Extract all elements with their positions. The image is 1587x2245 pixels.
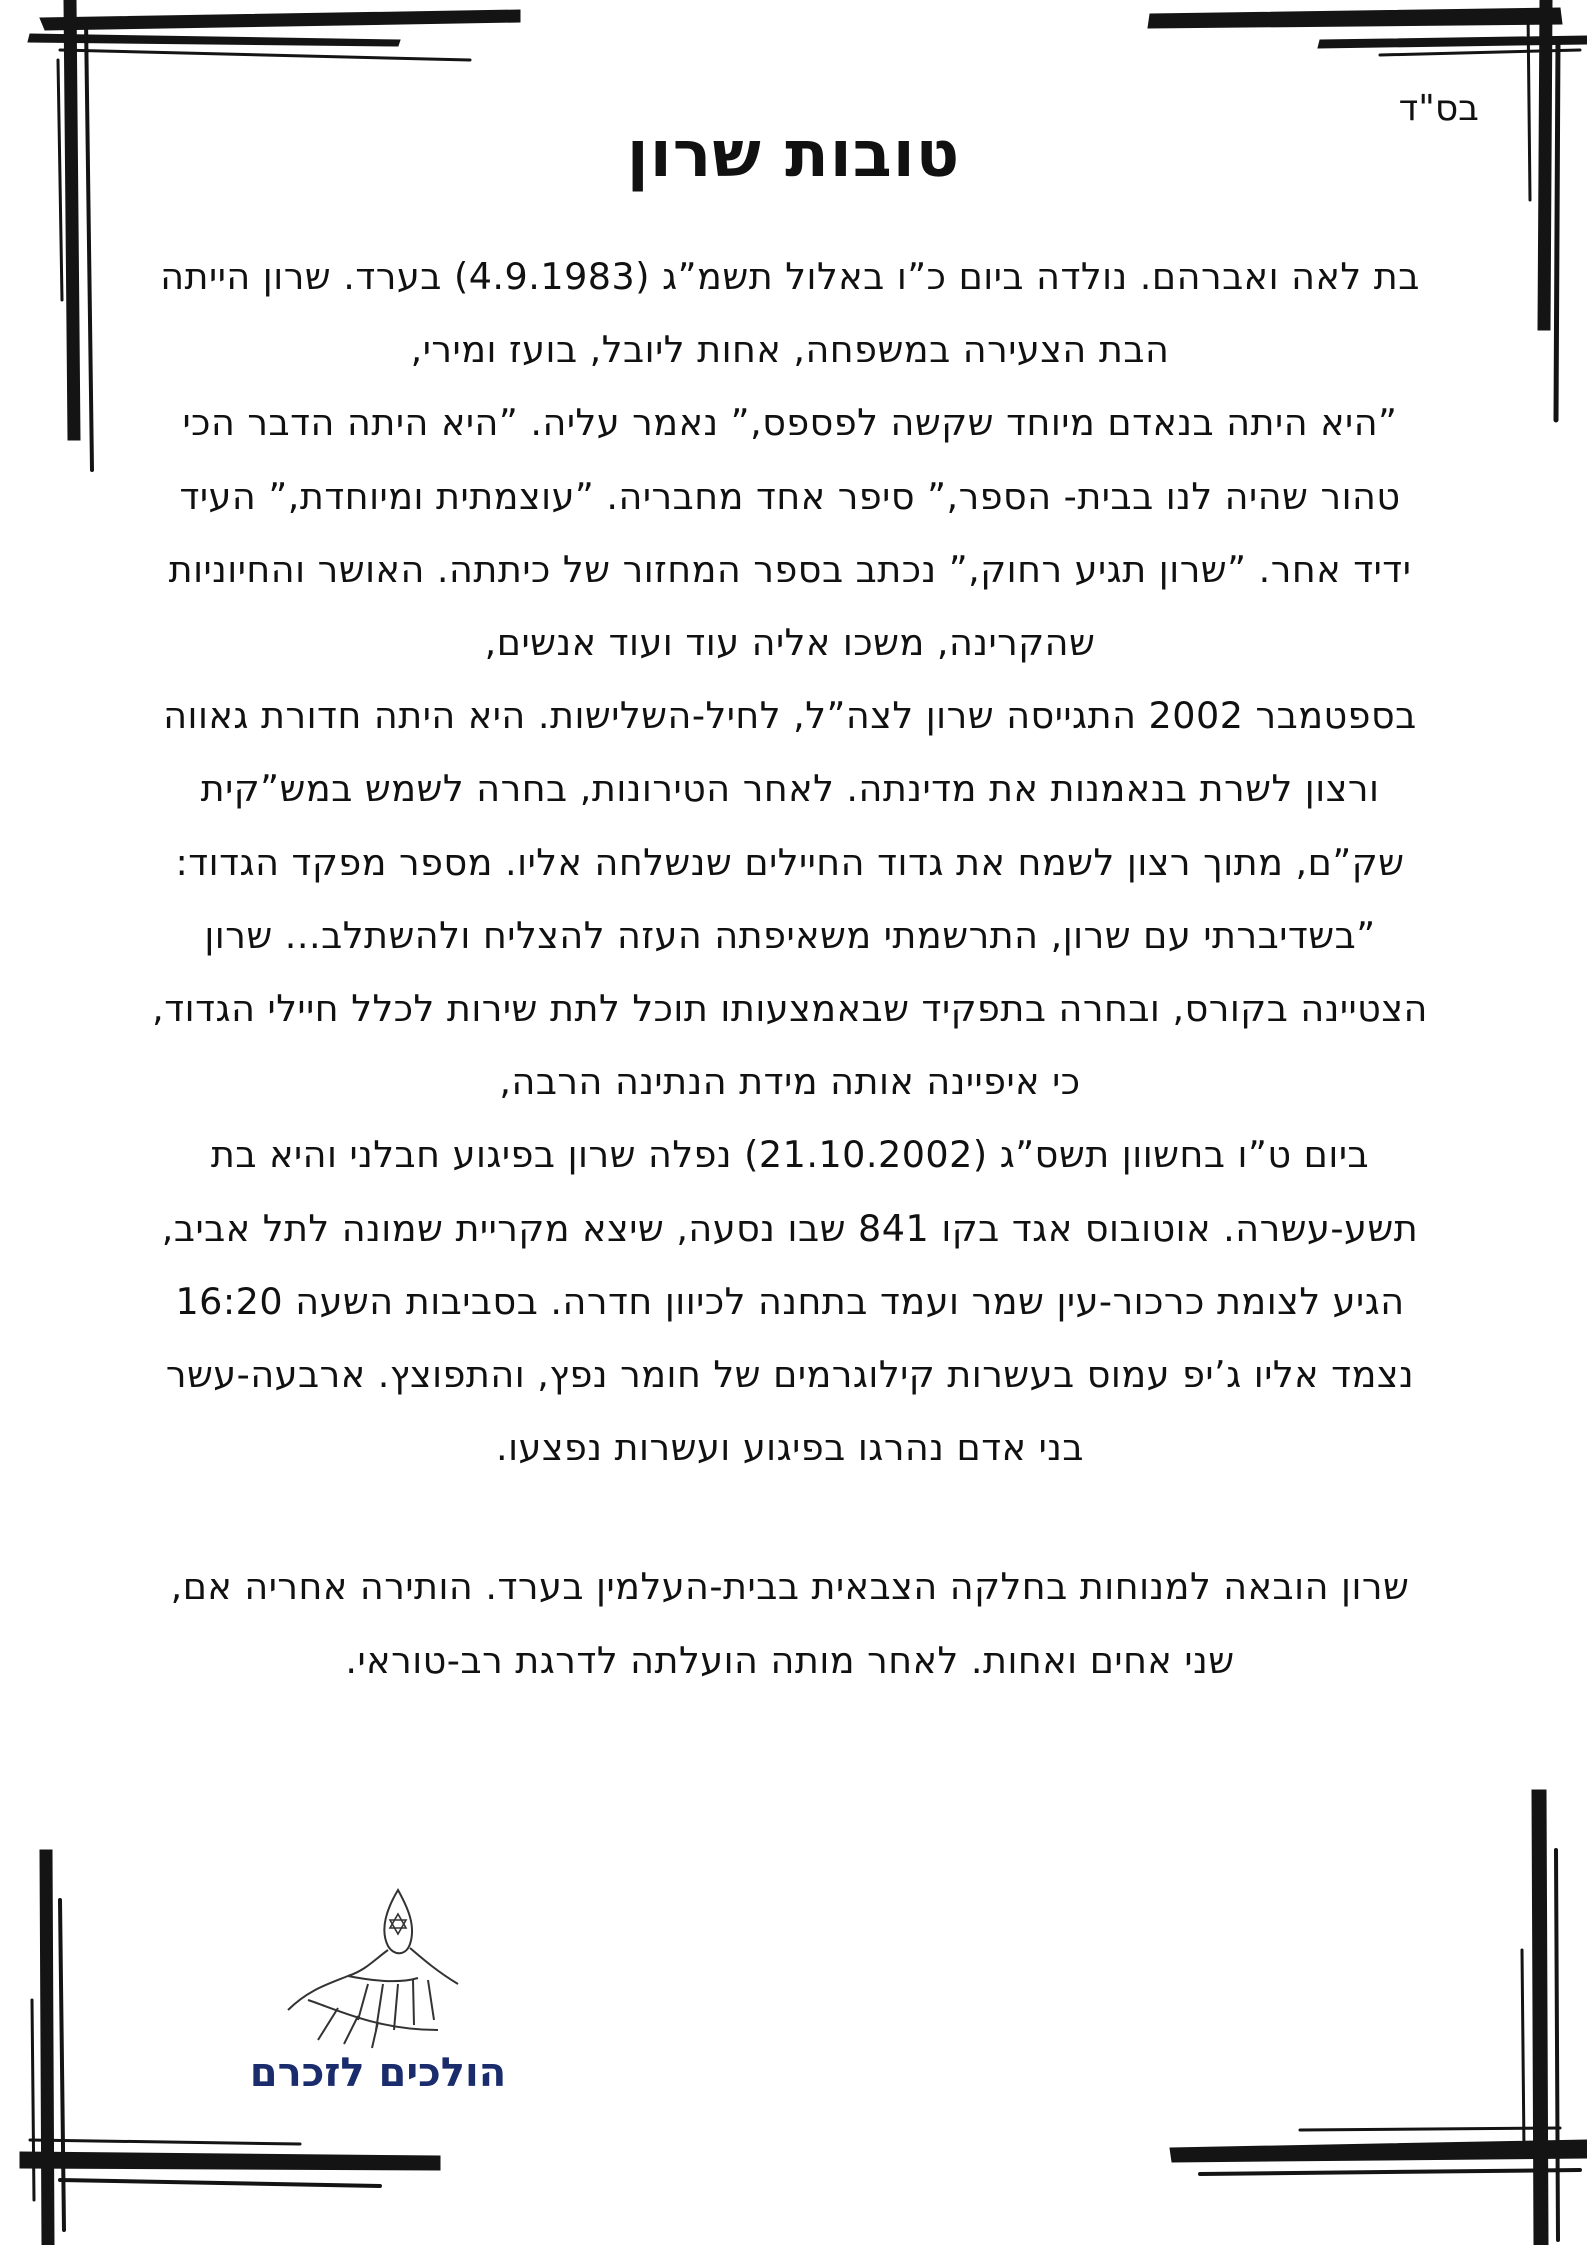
paragraph-service: בספטמבר 2002 התגייסה שרון לצה”ל, לחיל-השלישות. היא היתה חדורת גאווה ורצון לשרת בנאמנות את מדינתה. לאחר הטירונות, בחרה לשמש במש”קית שק”ם, מתוך רצון לשמח את גדוד החיילים שנשלחה אליו. מספר מפקד הגדוד: ”בשדיברתי עם שרון, התרשמתי משאיפתה העזה להצליח ולהשתלב... שרון הצטיינה בקורס, ובחרה בתפקיד שבאמצעותו תוכל לתת שירות לכלל חיילי הגדוד, כי איפיינה אותה מידת הנתינה הרבה,	[152, 694, 1428, 1104]
paragraph-attack: ביום ט”ו בחשוון תשס”ג (21.10.2002) נפלה שרון בפיגוע חבלני והיא בת תשע-עשרה. אוטובוס אגד בקו 841 שבו נסעה, שיצא מקריית שמונה לתל אביב, הגיע לצומת כרכור-עין שמר ועמד בתחנה לכיוון חדרה. בסביבות השעה 16:20 נצמד אליו ג’יפ עמוס בעשרות קילוגרמים של חומר נפץ, והתפוצץ. ארבעה-עשר בני אדם נהרגו בפיגוע ועשרות נפצעו.	[161, 1133, 1419, 1470]
logo-text: הולכים לזכרם	[249, 2050, 507, 2096]
religious-header-mark: בס"ד	[1398, 88, 1479, 129]
paragraph-burial: שרון הובאה למנוחות בחלקה הצבאית בבית-העלמין בערד. הותירה אחריה אם, שני אחים ואחות. לאחר מותה הועלתה לדרגת רב-טוראי.	[170, 1565, 1410, 1682]
biography-text	[150, 240, 1430, 1697]
paragraph-birth: בת לאה ואברהם. נולדה ביום כ”ו באלול תשמ”ג (4.9.1983) בערד. שרון הייתה הבת הצעירה במשפחה, אחות ליובל, בועז ומירי,	[160, 255, 1420, 372]
paragraph-character: ”היא היתה בנאדם מיוחד שקשה לפספס,” נאמר עליה. ”היא היתה הדבר הכי טהור שהיה לנו בבית- הספר,” סיפר אחד מחבריה. ”עוצמתית ומיוחדת,” העיד ידיד אחר. ”שרון תגיע רחוק,” נכתב בספר המחזור של כיתתה. האושר והחיוניות שהקרינה, משכו אליה עוד ועוד אנשים,	[168, 401, 1412, 665]
page-title: טובות שרון	[626, 118, 961, 192]
